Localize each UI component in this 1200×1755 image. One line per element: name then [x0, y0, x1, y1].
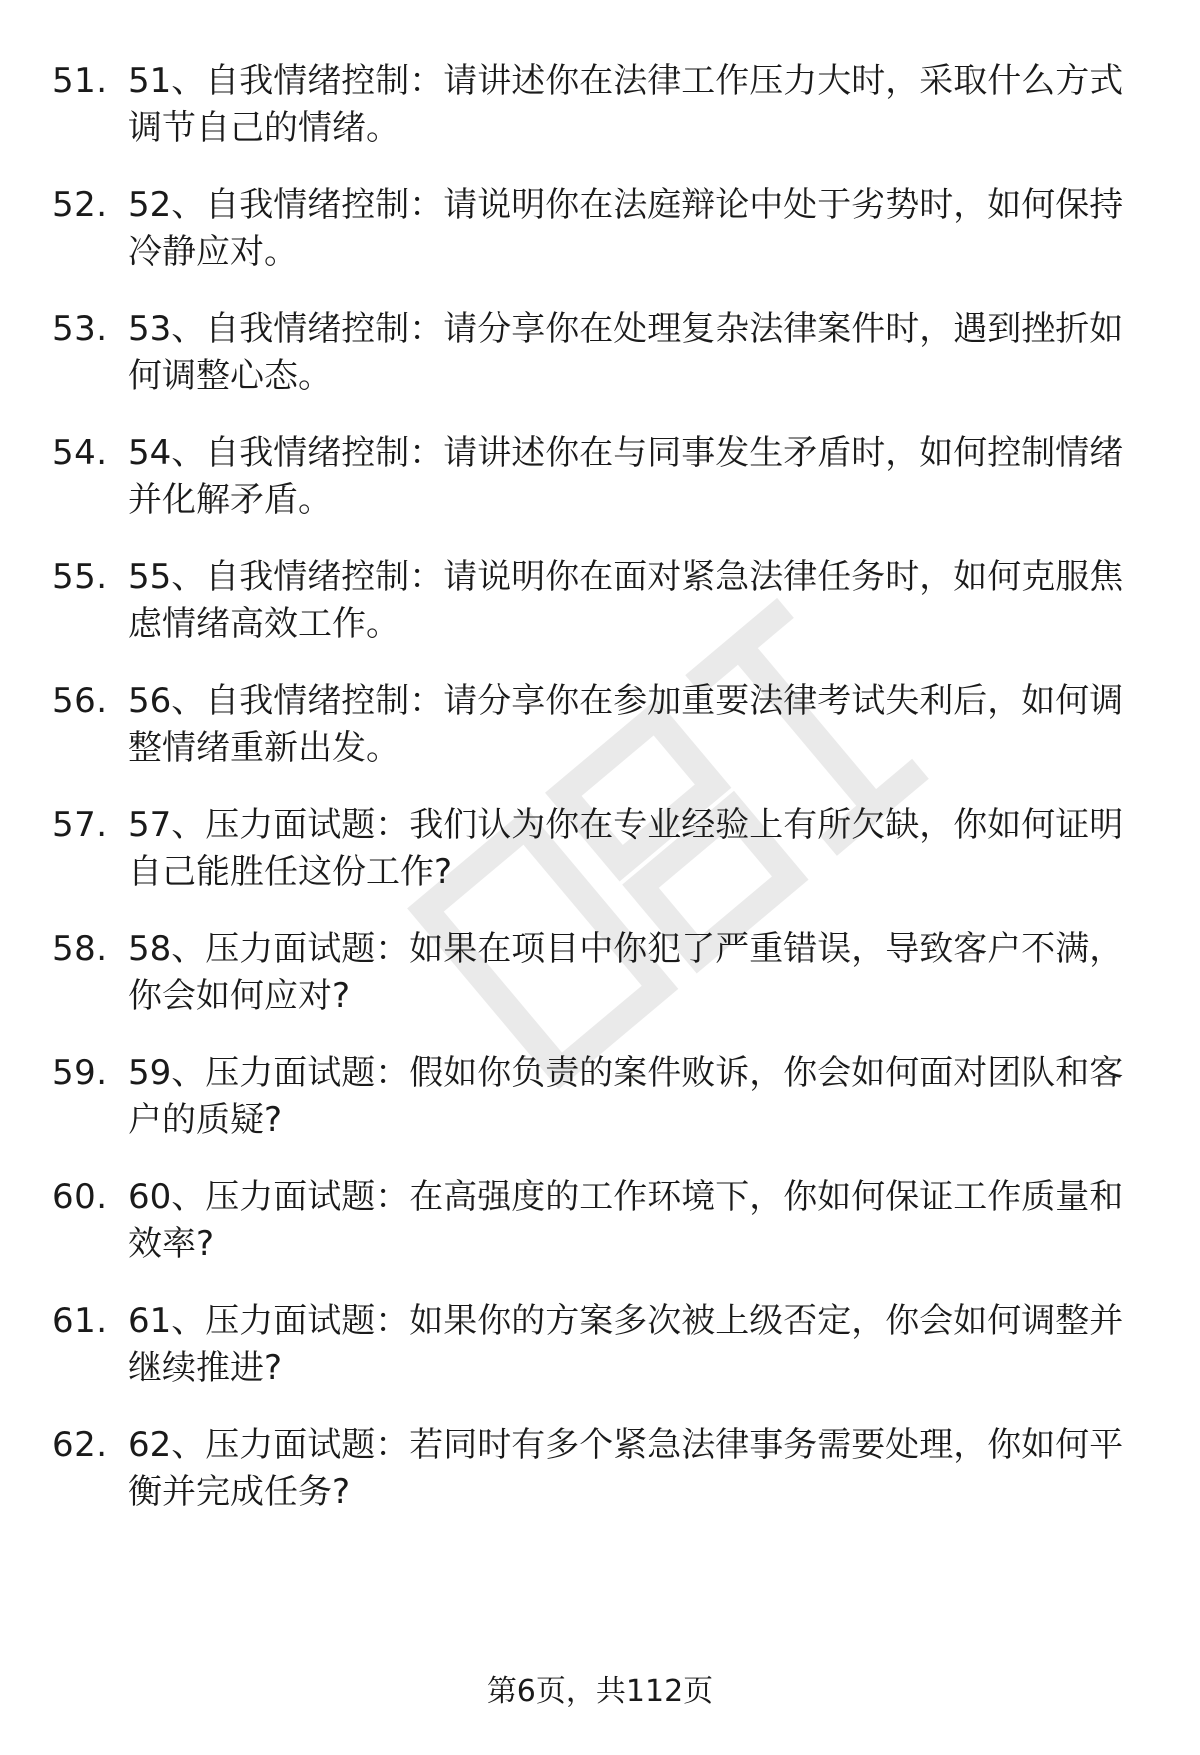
item-number: 58. — [52, 929, 108, 969]
list-item — [52, 1174, 1152, 1268]
question-list — [52, 58, 1152, 1546]
item-text: 52、自我情绪控制：请说明你在法庭辩论中处于劣势时，如何保持冷静应对。 — [128, 185, 1124, 272]
item-text: 56、自我情绪控制：请分享你在参加重要法律考试失利后，如何调整情绪重新出发。 — [128, 681, 1124, 768]
item-text: 57、压力面试题：我们认为你在专业经验上有所欠缺，你如何证明自己能胜任这份工作? — [128, 805, 1124, 892]
list-item — [52, 926, 1152, 1020]
item-text: 58、压力面试题：如果在项目中你犯了严重错误，导致客户不满，你会如何应对? — [128, 929, 1124, 1016]
list-item — [52, 678, 1152, 772]
item-text: 61、压力面试题：如果你的方案多次被上级否定，你会如何调整并继续推进? — [128, 1301, 1124, 1388]
item-number: 60. — [52, 1177, 108, 1217]
list-item — [52, 1050, 1152, 1144]
item-number: 54. — [52, 433, 108, 473]
item-text: 51、自我情绪控制：请讲述你在法律工作压力大时，采取什么方式调节自己的情绪。 — [128, 61, 1124, 148]
item-number: 53. — [52, 309, 108, 349]
item-number: 52. — [52, 185, 108, 225]
list-item — [52, 182, 1152, 276]
item-text: 60、压力面试题：在高强度的工作环境下，你如何保证工作质量和效率? — [128, 1177, 1124, 1264]
list-item — [52, 306, 1152, 400]
item-number: 57. — [52, 805, 108, 845]
list-item — [52, 802, 1152, 896]
item-number: 62. — [52, 1425, 108, 1465]
item-text: 54、自我情绪控制：请讲述你在与同事发生矛盾时，如何控制情绪并化解矛盾。 — [128, 433, 1124, 520]
item-number: 59. — [52, 1053, 108, 1093]
list-item — [52, 1422, 1152, 1516]
list-item — [52, 58, 1152, 152]
item-number: 51. — [52, 61, 108, 101]
list-item — [52, 430, 1152, 524]
item-text: 55、自我情绪控制：请说明你在面对紧急法律任务时，如何克服焦虑情绪高效工作。 — [128, 557, 1124, 644]
page-number-footer: 第6页，共112页 — [486, 1674, 714, 1709]
list-item — [52, 554, 1152, 648]
item-text: 62、压力面试题：若同时有多个紧急法律事务需要处理，你如何平衡并完成任务? — [128, 1425, 1124, 1512]
item-number: 55. — [52, 557, 108, 597]
item-number: 56. — [52, 681, 108, 721]
list-item — [52, 1298, 1152, 1392]
item-text: 59、压力面试题：假如你负责的案件败诉，你会如何面对团队和客户的质疑? — [128, 1053, 1124, 1140]
item-text: 53、自我情绪控制：请分享你在处理复杂法律案件时，遇到挫折如何调整心态。 — [128, 309, 1124, 396]
item-number: 61. — [52, 1301, 108, 1341]
